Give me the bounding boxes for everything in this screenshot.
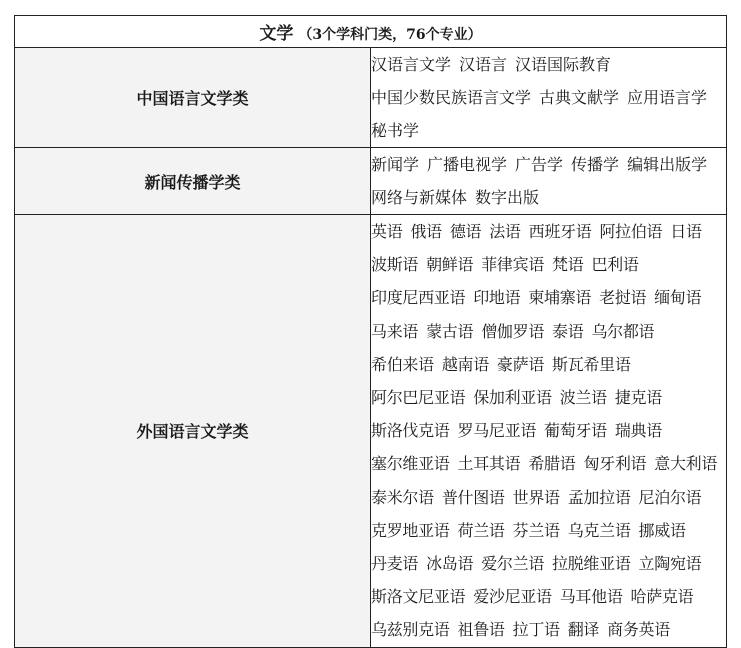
major-item: 秘书学 [371, 121, 420, 140]
major-item: 孟加拉语 [567, 487, 631, 507]
major-item: 老挝语 [599, 288, 647, 308]
major-item: 爱尔兰语 [481, 554, 545, 574]
major-item: 广告学 [515, 155, 564, 174]
major-item: 法语 [489, 222, 521, 241]
major-item: 豪萨语 [496, 354, 545, 374]
major-item: 德语 [449, 222, 482, 241]
major-item: 拉丁语 [512, 620, 560, 640]
major-item: 编辑出版学 [627, 155, 708, 174]
major-item: 阿尔巴尼亚语 [371, 388, 466, 408]
major-item: 汉语言文学 [371, 55, 452, 74]
major-item: 葡萄牙语 [544, 421, 607, 441]
major-item: 网络与新媒体 [371, 188, 468, 207]
major-list [371, 148, 727, 215]
major-item: 数字出版 [475, 188, 540, 207]
major-item: 马来语 [371, 321, 419, 341]
major-item: 土耳其语 [457, 454, 521, 474]
major-item: 阿拉伯语 [599, 222, 663, 241]
major-item: 波斯语 [371, 255, 419, 275]
major-item: 祖鲁语 [457, 620, 505, 640]
title-subtitle: （3个学科门类，76个专业） [298, 27, 482, 43]
major-item: 应用语言学 [627, 88, 708, 107]
major-item: 越南语 [441, 354, 489, 374]
major-item: 英语 [371, 222, 403, 241]
major-item: 克罗地亚语 [371, 520, 450, 540]
major-item: 印度尼西亚语 [371, 288, 466, 308]
table-row [15, 215, 727, 648]
major-item: 世界语 [512, 487, 560, 507]
category-name: 外国语言文学类 [15, 215, 371, 648]
major-item: 汉语言 [459, 55, 508, 74]
major-item: 普什图语 [441, 487, 505, 507]
page-title: 文学 [259, 24, 294, 44]
major-item: 乌克兰语 [567, 520, 631, 540]
major-item: 意大利语 [654, 454, 718, 474]
category-name: 新闻传播学类 [15, 148, 371, 215]
major-item: 保加利亚语 [473, 388, 552, 408]
major-item: 乌兹别克语 [371, 620, 450, 640]
major-item: 蒙古语 [426, 321, 474, 341]
major-item: 荷兰语 [457, 520, 505, 540]
major-item: 匈牙利语 [583, 454, 647, 474]
major-item: 中国少数民族语言文学 [371, 88, 532, 107]
major-item: 希腊语 [528, 454, 576, 474]
major-item: 芬兰语 [512, 520, 560, 540]
major-item: 捷克语 [614, 388, 662, 408]
major-item: 冰岛语 [426, 554, 474, 574]
table-title-cell [15, 16, 727, 48]
major-item: 日语 [670, 222, 702, 241]
major-list [371, 48, 727, 148]
major-item: 僧伽罗语 [481, 321, 545, 341]
major-item: 广播电视学 [427, 155, 508, 174]
major-item: 拉脱维亚语 [552, 554, 631, 574]
subject-table [14, 15, 727, 648]
major-item: 泰语 [552, 321, 584, 341]
major-item: 汉语国际教育 [515, 55, 612, 74]
major-item: 哈萨克语 [630, 587, 694, 607]
major-item: 波兰语 [559, 388, 607, 408]
major-item: 朝鲜语 [426, 255, 474, 275]
major-item: 丹麦语 [371, 554, 419, 574]
major-item: 瑞典语 [614, 421, 662, 441]
major-item: 梵语 [552, 255, 584, 275]
major-item: 传播学 [571, 155, 620, 174]
major-item: 塞尔维亚语 [371, 454, 450, 474]
major-item: 泰米尔语 [371, 487, 434, 507]
major-item: 挪威语 [638, 520, 686, 540]
major-item: 柬埔寨语 [528, 288, 592, 308]
major-item: 乌尔都语 [591, 321, 655, 341]
major-item: 西班牙语 [528, 222, 592, 241]
major-item: 斯洛伐克语 [371, 421, 450, 441]
major-item: 斯瓦希里语 [552, 354, 631, 374]
table-row [15, 148, 727, 215]
major-item: 缅甸语 [654, 288, 702, 308]
major-item: 古典文献学 [539, 88, 620, 107]
major-item: 翻译 [567, 620, 600, 640]
major-item: 尼泊尔语 [638, 487, 702, 507]
major-item: 俄语 [410, 222, 442, 241]
major-item: 巴利语 [591, 255, 639, 275]
major-item: 罗马尼亚语 [457, 421, 537, 441]
major-list [371, 215, 727, 648]
major-item: 立陶宛语 [638, 554, 702, 574]
major-item: 斯洛文尼亚语 [371, 587, 466, 607]
table-header-row [15, 16, 727, 48]
major-item: 爱沙尼亚语 [473, 587, 552, 607]
major-item: 印地语 [473, 288, 521, 308]
category-name: 中国语言文学类 [15, 48, 371, 148]
major-item: 马耳他语 [559, 587, 623, 607]
major-item: 希伯来语 [371, 354, 434, 374]
major-item: 商务英语 [607, 620, 670, 640]
major-item: 菲律宾语 [481, 255, 545, 275]
table-row [15, 48, 727, 148]
major-item: 新闻学 [371, 155, 420, 174]
